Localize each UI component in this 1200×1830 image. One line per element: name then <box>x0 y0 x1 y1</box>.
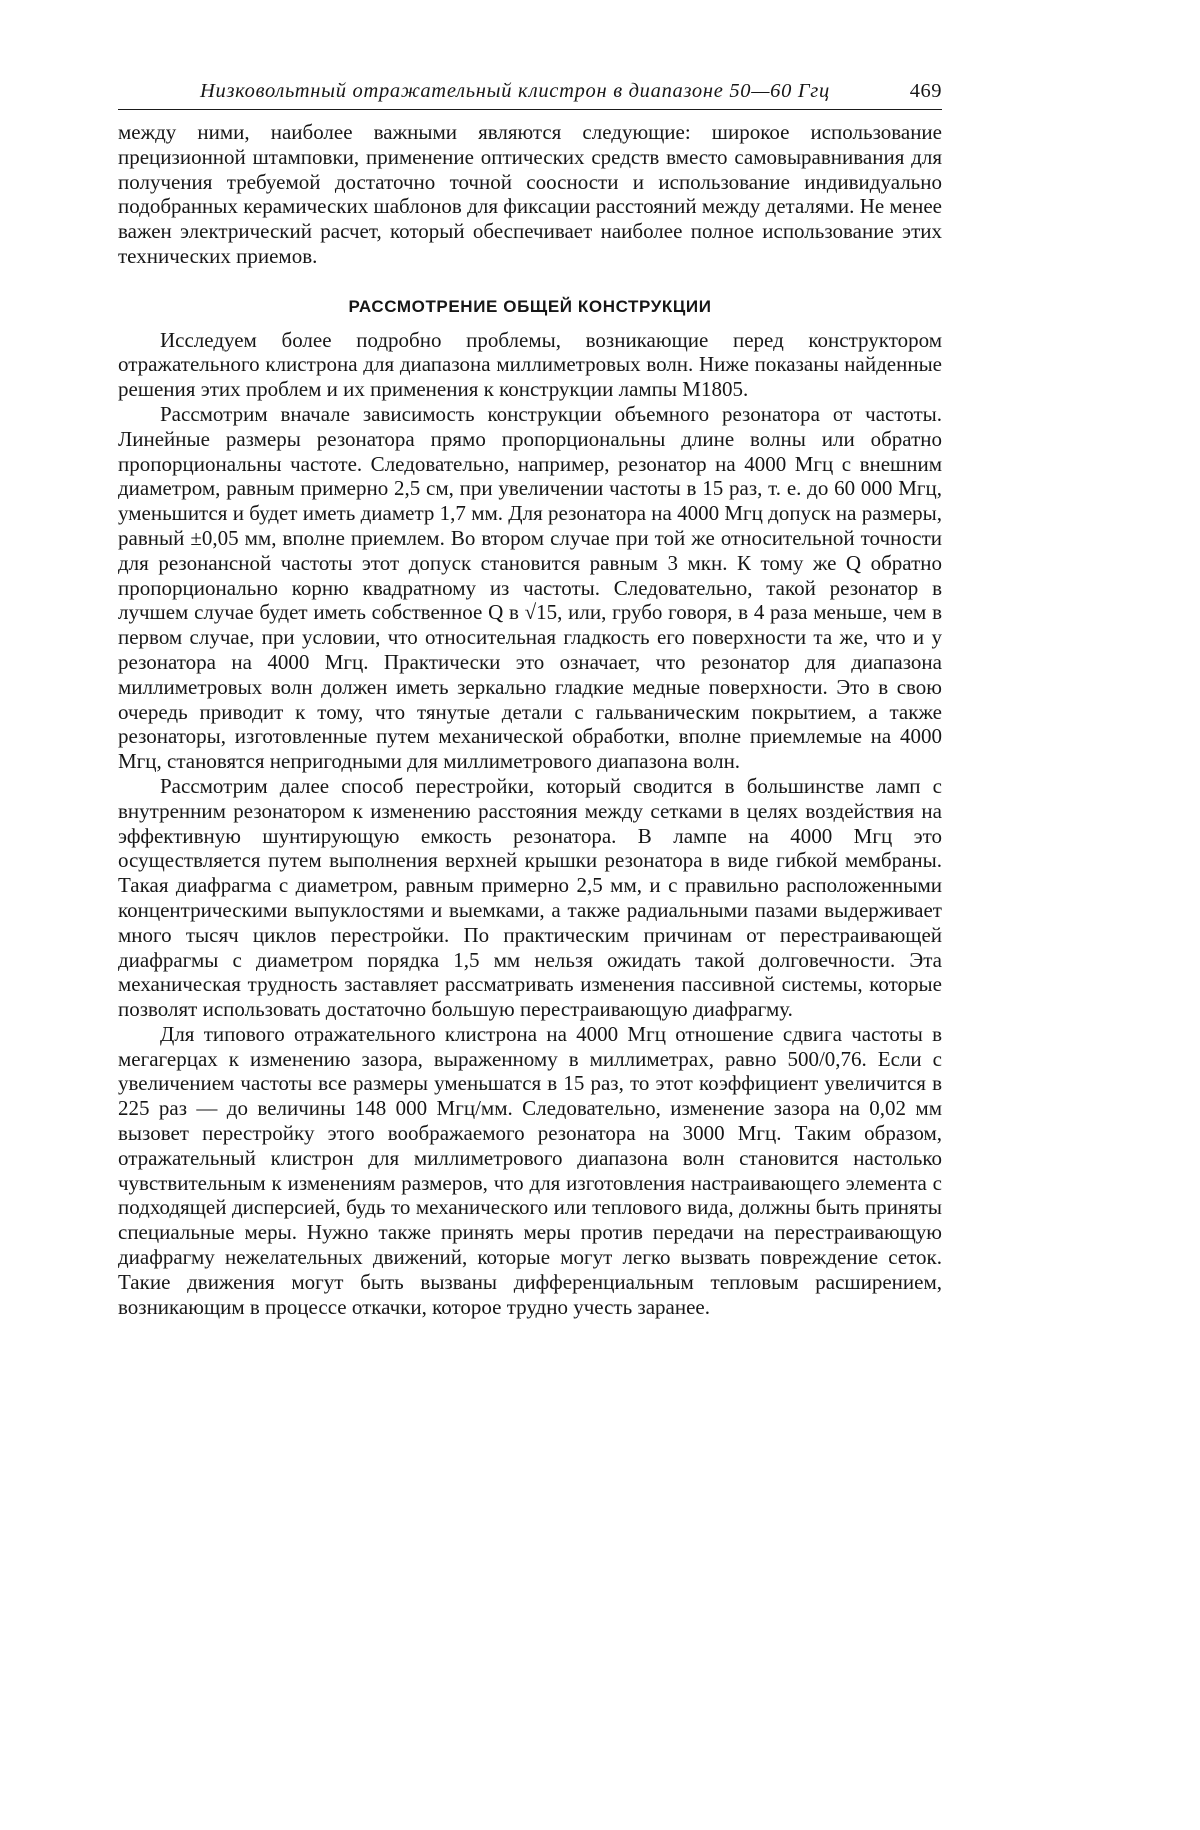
running-title: Низковольтный отражательный клистрон в диапазоне 50—60 Ггц <box>200 80 830 102</box>
paragraph-problems: Исследуем более подробно проблемы, возникающие перед конструктором отражательного клистрона для диапазона миллиметровых волн. Ниже показаны найденные решения этих проблем и их применения к конструкции лампы М1805. <box>118 327 942 402</box>
paragraph-tuning-sensitivity: Для типового отражательного клистрона на 4000 Мгц отношение сдвига частоты в мегагерцах к изменению зазора, выраженному в миллиметрах, равно 500/0,76. Если с увеличением частоты все размеры уменьшатся в 15 раз, то этот коэффициент увеличится в 225 раз — до величины 148 000 Мгц/мм. Следовательно, изменение зазора на 0,02 мм вызовет перестройку этого воображаемого резонатора на 3000 Мгц. Таким образом, отражательный клистрон для миллиметрового диапазона волн становится настолько чувствительным к изменениям размеров, что для изготовления настраивающего элемента с подходящей дисперсией, будь то механического или теплового вида, должны быть приняты специальные меры. Нужно также принять меры против передачи на перестраивающую диафрагму нежелательных движений, которые могут легко вызвать повреждение сеток. Такие движения могут быть вызваны дифференциальным тепловым расширением, возникающим в процессе откачки, которое трудно учесть заранее. <box>118 1021 942 1319</box>
intro-paragraph: между ними, наиболее важными являются следующие: широкое использование прецизионной штамповки, применение оптических средств вместо самовыравнивания для получения требуемой достаточно точной соосности и использование индивидуально подобранных керамических шаблонов для фиксации расстояний между деталями. Не менее важен электрический расчет, который обеспечивает наиболее полное использование этих технических приемов. <box>118 120 942 268</box>
paragraph-resonator-frequency: Рассмотрим вначале зависимость конструкции объемного резонатора от частоты. Линейные размеры резонатора прямо пропорциональны длине волны или обратно пропорциональны частоте. Следовательно, например, резонатор на 4000 Мгц с внешним диаметром, равным примерно 2,5 см, при увеличении частоты в 15 раз, т. е. до 60 000 Мгц, уменьшится и будет иметь диаметр 1,7 мм. Для резонатора на 4000 Мгц допуск на размеры, равный ±0,05 мм, вполне приемлем. Во втором случае при той же относительной точности для резонансной частоты этот допуск становится равным 3 мкн. К тому же Q обратно пропорционально корню квадратному из частоты. Следовательно, такой резонатор в лучшем случае будет иметь собственное Q в √15, или, грубо говоря, в 4 раза меньше, чем в первом случае, при условии, что относительная гладкость его поверхности та же, что и у резонатора на 4000 Мгц. Практически это означает, что резонатор для диапазона миллиметровых волн должен иметь зеркально гладкие медные поверхности. Это в свою очередь приводит к тому, что тянутые детали с гальваническим покрытием, а также резонаторы, изготовленные путем механической обработки, вполне приемлемые на 4000 Мгц, становятся непригодными для миллиметрового диапазона волн. <box>118 401 942 774</box>
section-heading: РАССМОТРЕНИЕ ОБЩЕЙ КОНСТРУКЦИИ <box>348 296 712 316</box>
paragraph-tuning-method: Рассмотрим далее способ перестройки, который сводится в большинстве ламп с внутренним резонатором к изменению расстояния между сетками в целях воздействия на эффективную шунтирующую емкость резонатора. В лампе на 4000 Мгц это осуществляется путем выполнения верхней крышки резонатора в виде гибкой мембраны. Такая диафрагма с диаметром, равным примерно 2,5 мм, и с правильно расположенными концентрическими выпуклостями и выемками, а также радиальными пазами выдерживает много тысяч циклов перестройки. По практическим причинам от перестраивающей диафрагмы с диаметром порядка 1,5 мм нельзя ожидать такой долговечности. Эта механическая трудность заставляет рассматривать изменения пассивной системы, которые позволят использовать достаточно большую перестраивающую диафрагму. <box>118 773 942 1022</box>
main-text <box>118 120 942 1319</box>
page-number: 469 <box>909 80 942 102</box>
running-header <box>118 80 942 110</box>
